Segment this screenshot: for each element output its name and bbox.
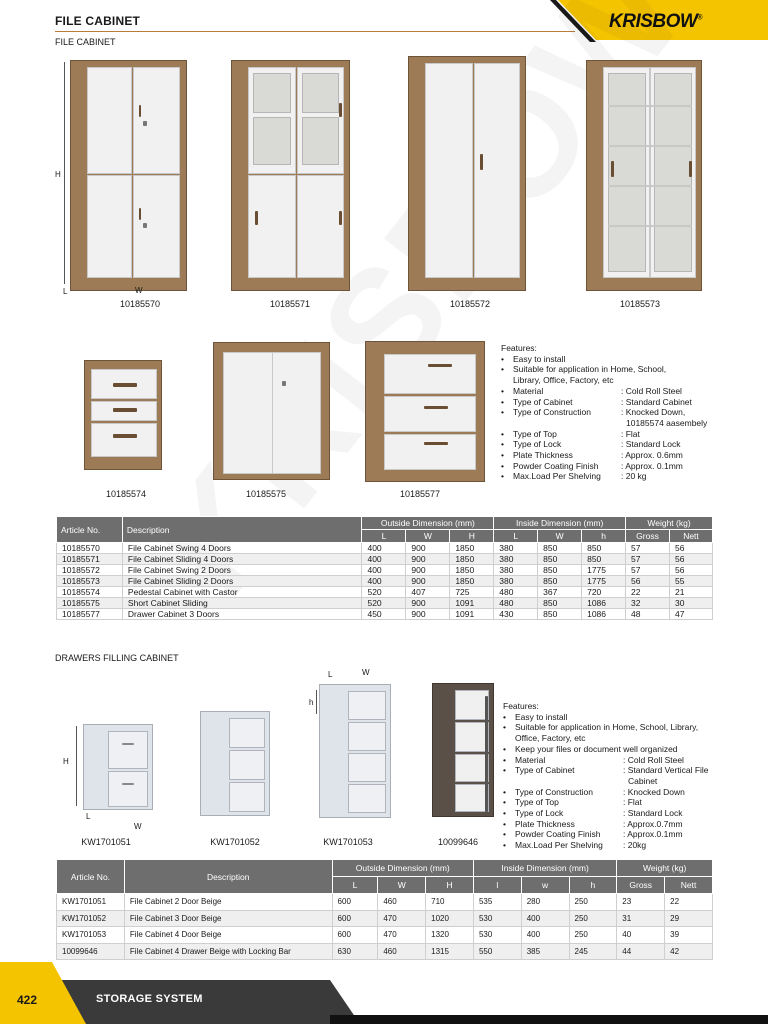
cell-value: 1850 bbox=[450, 554, 494, 565]
cell-article: 10185573 bbox=[57, 576, 123, 587]
col-sub: w bbox=[521, 877, 569, 894]
col-sub: W bbox=[538, 530, 582, 543]
cabinet-spec-table bbox=[56, 516, 713, 620]
feature-spec-cont: Cabinet bbox=[628, 775, 658, 786]
cell-article: 10185575 bbox=[57, 598, 123, 609]
table-row bbox=[57, 576, 713, 587]
cell-value: 1315 bbox=[426, 943, 474, 960]
product-code: 10185577 bbox=[399, 489, 441, 499]
cabinet-image bbox=[586, 60, 702, 291]
height-dimension-line bbox=[64, 62, 65, 284]
length-label: L bbox=[63, 287, 68, 296]
table-row bbox=[57, 943, 713, 960]
table-row bbox=[57, 609, 713, 620]
table-row bbox=[57, 894, 713, 911]
col-sub: h bbox=[569, 877, 617, 894]
cell-article: 10185574 bbox=[57, 587, 123, 598]
col-outside-dimension: Outside Dimension (mm) bbox=[332, 860, 473, 877]
feature-spec: • Type of Cabinet : Standard Cabinet bbox=[501, 396, 692, 407]
cell-article: 10185570 bbox=[57, 543, 123, 554]
features-title: Features: bbox=[501, 343, 537, 353]
feature-spec-cont: 10185574 aasembely bbox=[626, 417, 708, 428]
cell-value: 380 bbox=[494, 543, 538, 554]
height-label: h bbox=[309, 698, 314, 707]
cell-value: 385 bbox=[521, 943, 569, 960]
table-row bbox=[57, 927, 713, 944]
cell-value: 550 bbox=[473, 943, 521, 960]
feature-spec: • Type of Lock : Standard Lock bbox=[503, 808, 683, 819]
cell-value: 30 bbox=[669, 598, 712, 609]
col-sub: h bbox=[582, 530, 626, 543]
cell-value: 1775 bbox=[582, 565, 626, 576]
cell-value: 850 bbox=[582, 543, 626, 554]
col-description: Description bbox=[122, 517, 362, 543]
cell-value: 245 bbox=[569, 943, 617, 960]
cell-value: 31 bbox=[617, 910, 665, 927]
cell-value: 850 bbox=[582, 554, 626, 565]
cell-description: File Cabinet 4 Drawer Beige with Locking Bar bbox=[124, 943, 332, 960]
cabinet-image bbox=[83, 724, 153, 810]
cell-description: File Cabinet 4 Door Beige bbox=[124, 927, 332, 944]
cell-value: 400 bbox=[521, 927, 569, 944]
cell-value: 600 bbox=[332, 927, 378, 944]
cell-value: 40 bbox=[617, 927, 665, 944]
cell-value: 32 bbox=[626, 598, 670, 609]
feature-bullet-cont: Office, Factory, etc bbox=[515, 733, 586, 744]
cell-article: KW1701053 bbox=[57, 927, 125, 944]
cell-value: 250 bbox=[569, 894, 617, 911]
cabinet-image bbox=[200, 711, 270, 816]
feature-bullet-cont: Library, Office, Factory, etc bbox=[513, 375, 614, 386]
cell-description: File Cabinet 2 Door Beige bbox=[124, 894, 332, 911]
feature-bullet: • Suitable for application in Home, School, Library, bbox=[503, 722, 699, 733]
cell-description: File Cabinet Sliding 2 Doors bbox=[122, 576, 362, 587]
cell-value: 470 bbox=[378, 910, 426, 927]
feature-spec: • Material : Cold Roll Steel bbox=[503, 754, 684, 765]
cell-value: 400 bbox=[362, 565, 406, 576]
cell-value: 42 bbox=[665, 943, 713, 960]
section-title-drawers: DRAWERS FILLING CABINET bbox=[55, 653, 179, 663]
cabinet-image bbox=[84, 360, 162, 470]
col-sub: H bbox=[426, 877, 474, 894]
cell-value: 520 bbox=[362, 598, 406, 609]
cell-value: 480 bbox=[494, 587, 538, 598]
col-sub: L bbox=[362, 530, 406, 543]
feature-spec: • Powder Coating Finish : Approx.0.1mm bbox=[503, 829, 683, 840]
col-article: Article No. bbox=[57, 860, 125, 894]
cell-value: 900 bbox=[406, 598, 450, 609]
cell-value: 850 bbox=[538, 565, 582, 576]
cell-description: File Cabinet Swing 2 Doors bbox=[122, 565, 362, 576]
table-row bbox=[57, 565, 713, 576]
col-sub: H bbox=[450, 530, 494, 543]
cell-value: 56 bbox=[669, 554, 712, 565]
cabinet-image bbox=[365, 341, 485, 482]
cell-value: 29 bbox=[665, 910, 713, 927]
cell-value: 520 bbox=[362, 587, 406, 598]
cell-value: 1086 bbox=[582, 609, 626, 620]
cell-value: 380 bbox=[494, 565, 538, 576]
col-sub: L bbox=[494, 530, 538, 543]
cell-value: 1020 bbox=[426, 910, 474, 927]
cell-description: Pedestal Cabinet with Castor bbox=[122, 587, 362, 598]
cell-value: 57 bbox=[626, 565, 670, 576]
cell-value: 400 bbox=[362, 576, 406, 587]
table-row bbox=[57, 554, 713, 565]
cell-description: Drawer Cabinet 3 Doors bbox=[122, 609, 362, 620]
product-code: 10185570 bbox=[119, 299, 161, 309]
cabinet-image bbox=[432, 683, 494, 817]
feature-bullet: • Keep your files or document well organized bbox=[503, 743, 678, 754]
cell-value: 380 bbox=[494, 576, 538, 587]
width-label: W bbox=[135, 286, 143, 295]
feature-spec: • Type of Cabinet : Standard Vertical File bbox=[503, 765, 709, 776]
table-row bbox=[57, 543, 713, 554]
cell-value: 400 bbox=[521, 910, 569, 927]
cell-description: Short Cabinet Sliding bbox=[122, 598, 362, 609]
cell-value: 55 bbox=[669, 576, 712, 587]
col-article: Article No. bbox=[57, 517, 123, 543]
page-subtitle: FILE CABINET bbox=[55, 37, 116, 47]
col-weight: Weight (kg) bbox=[626, 517, 713, 530]
product-code: 10185572 bbox=[449, 299, 491, 309]
cell-value: 250 bbox=[569, 927, 617, 944]
feature-spec: • Type of Construction : Knocked Down, bbox=[501, 407, 686, 418]
width-label: W bbox=[134, 822, 142, 831]
cell-value: 1775 bbox=[582, 576, 626, 587]
cell-value: 1850 bbox=[450, 565, 494, 576]
drawer-spec-table bbox=[56, 859, 713, 960]
cell-value: 630 bbox=[332, 943, 378, 960]
cell-value: 48 bbox=[626, 609, 670, 620]
width-label: W bbox=[362, 668, 370, 677]
cell-value: 900 bbox=[406, 609, 450, 620]
cell-value: 400 bbox=[362, 543, 406, 554]
cell-value: 600 bbox=[332, 910, 378, 927]
cell-value: 900 bbox=[406, 554, 450, 565]
cell-value: 460 bbox=[378, 943, 426, 960]
cell-value: 56 bbox=[669, 543, 712, 554]
cell-value: 22 bbox=[626, 587, 670, 598]
cell-value: 460 bbox=[378, 894, 426, 911]
height-label: H bbox=[55, 170, 61, 179]
cell-description: File Cabinet Sliding 4 Doors bbox=[122, 554, 362, 565]
cabinet-image bbox=[231, 60, 350, 291]
feature-bullet: • Easy to install bbox=[501, 353, 566, 364]
cell-value: 850 bbox=[538, 609, 582, 620]
cell-value: 535 bbox=[473, 894, 521, 911]
col-sub: Gross bbox=[626, 530, 670, 543]
feature-spec: • Type of Top : Flat bbox=[503, 797, 642, 808]
cell-value: 600 bbox=[332, 894, 378, 911]
cell-value: 400 bbox=[362, 554, 406, 565]
product-code: 10185574 bbox=[105, 489, 147, 499]
cabinet-image bbox=[408, 56, 526, 291]
table-row bbox=[57, 587, 713, 598]
col-sub: L bbox=[332, 877, 378, 894]
cell-article: 10099646 bbox=[57, 943, 125, 960]
page-title: FILE CABINET bbox=[55, 14, 141, 28]
product-code: KW1701053 bbox=[323, 837, 373, 847]
footer-bar bbox=[330, 1015, 768, 1024]
cell-value: 900 bbox=[406, 565, 450, 576]
col-inside-dimension: Inside Dimension (mm) bbox=[494, 517, 626, 530]
cell-value: 850 bbox=[538, 554, 582, 565]
features-list-cabinet bbox=[501, 343, 751, 482]
height-label: H bbox=[63, 757, 69, 766]
features-list-drawers bbox=[503, 701, 753, 851]
cell-value: 850 bbox=[538, 598, 582, 609]
cell-value: 56 bbox=[669, 565, 712, 576]
cell-value: 725 bbox=[450, 587, 494, 598]
cell-description: File Cabinet Swing 4 Doors bbox=[122, 543, 362, 554]
cell-value: 44 bbox=[617, 943, 665, 960]
cell-value: 57 bbox=[626, 543, 670, 554]
cell-value: 56 bbox=[626, 576, 670, 587]
product-code: 10099646 bbox=[437, 837, 479, 847]
col-sub: Nett bbox=[665, 877, 713, 894]
cell-value: 430 bbox=[494, 609, 538, 620]
cabinet-image bbox=[213, 342, 330, 480]
col-outside-dimension: Outside Dimension (mm) bbox=[362, 517, 494, 530]
cell-value: 57 bbox=[626, 554, 670, 565]
cell-value: 380 bbox=[494, 554, 538, 565]
cell-value: 530 bbox=[473, 927, 521, 944]
feature-spec: • Type of Top : Flat bbox=[501, 428, 640, 439]
col-description: Description bbox=[124, 860, 332, 894]
cell-value: 710 bbox=[426, 894, 474, 911]
col-sub: Nett bbox=[669, 530, 712, 543]
table-row bbox=[57, 910, 713, 927]
col-inside-dimension: Inside Dimension (mm) bbox=[473, 860, 616, 877]
cell-value: 21 bbox=[669, 587, 712, 598]
cell-value: 470 bbox=[378, 927, 426, 944]
cabinet-image bbox=[70, 60, 187, 291]
cell-article: 10185577 bbox=[57, 609, 123, 620]
feature-spec: • Powder Coating Finish : Approx. 0.1mm bbox=[501, 460, 683, 471]
feature-spec: • Type of Lock : Standard Lock bbox=[501, 439, 681, 450]
cell-value: 367 bbox=[538, 587, 582, 598]
col-sub: W bbox=[378, 877, 426, 894]
product-code: KW1701051 bbox=[81, 837, 131, 847]
cell-article: KW1701051 bbox=[57, 894, 125, 911]
cell-article: 10185571 bbox=[57, 554, 123, 565]
cell-value: 22 bbox=[665, 894, 713, 911]
cell-value: 850 bbox=[538, 576, 582, 587]
col-weight: Weight (kg) bbox=[617, 860, 713, 877]
cell-value: 1091 bbox=[450, 598, 494, 609]
cell-value: 1086 bbox=[582, 598, 626, 609]
table-row bbox=[57, 598, 713, 609]
cell-value: 530 bbox=[473, 910, 521, 927]
cell-value: 1320 bbox=[426, 927, 474, 944]
cabinet-image bbox=[319, 684, 391, 818]
cell-value: 280 bbox=[521, 894, 569, 911]
cell-description: File Cabinet 3 Door Beige bbox=[124, 910, 332, 927]
feature-spec: • Max.Load Per Shelving : 20 kg bbox=[501, 471, 647, 482]
cell-value: 480 bbox=[494, 598, 538, 609]
page-number: 422 bbox=[17, 993, 38, 1007]
cell-value: 450 bbox=[362, 609, 406, 620]
table-body bbox=[57, 894, 713, 960]
product-code: 10185575 bbox=[245, 489, 287, 499]
height-dimension-line bbox=[76, 726, 77, 806]
feature-spec: • Max.Load Per Shelving : 20kg bbox=[503, 840, 647, 851]
feature-spec: • Plate Thickness : Approx. 0.6mm bbox=[501, 450, 683, 461]
cell-value: 900 bbox=[406, 543, 450, 554]
features-title: Features: bbox=[503, 701, 539, 711]
length-label: L bbox=[86, 812, 91, 821]
col-sub: W bbox=[406, 530, 450, 543]
title-divider bbox=[55, 31, 575, 32]
cell-value: 850 bbox=[538, 543, 582, 554]
cell-article: KW1701052 bbox=[57, 910, 125, 927]
cell-value: 23 bbox=[617, 894, 665, 911]
cell-article: 10185572 bbox=[57, 565, 123, 576]
height-dimension-line bbox=[316, 690, 317, 714]
feature-spec: • Plate Thickness : Approx.0.7mm bbox=[503, 818, 683, 829]
cell-value: 39 bbox=[665, 927, 713, 944]
col-sub: Gross bbox=[617, 877, 665, 894]
footer-section-title: STORAGE SYSTEM bbox=[96, 993, 203, 1005]
cell-value: 1091 bbox=[450, 609, 494, 620]
krisbow-logo: KRISBOW® bbox=[609, 11, 702, 32]
feature-bullet: • Easy to install bbox=[503, 711, 568, 722]
product-code: 10185571 bbox=[269, 299, 311, 309]
cell-value: 250 bbox=[569, 910, 617, 927]
feature-spec: • Type of Construction : Knocked Down bbox=[503, 786, 685, 797]
col-sub: l bbox=[473, 877, 521, 894]
product-code: 10185573 bbox=[619, 299, 661, 309]
cell-value: 1850 bbox=[450, 576, 494, 587]
cell-value: 900 bbox=[406, 576, 450, 587]
feature-spec: • Material : Cold Roll Steel bbox=[501, 385, 682, 396]
product-code: KW1701052 bbox=[210, 837, 260, 847]
cell-value: 407 bbox=[406, 587, 450, 598]
cell-value: 720 bbox=[582, 587, 626, 598]
table-body bbox=[57, 543, 713, 620]
feature-bullet: • Suitable for application in Home, School, bbox=[501, 364, 667, 375]
cell-value: 1850 bbox=[450, 543, 494, 554]
length-label: L bbox=[328, 670, 333, 679]
cell-value: 47 bbox=[669, 609, 712, 620]
